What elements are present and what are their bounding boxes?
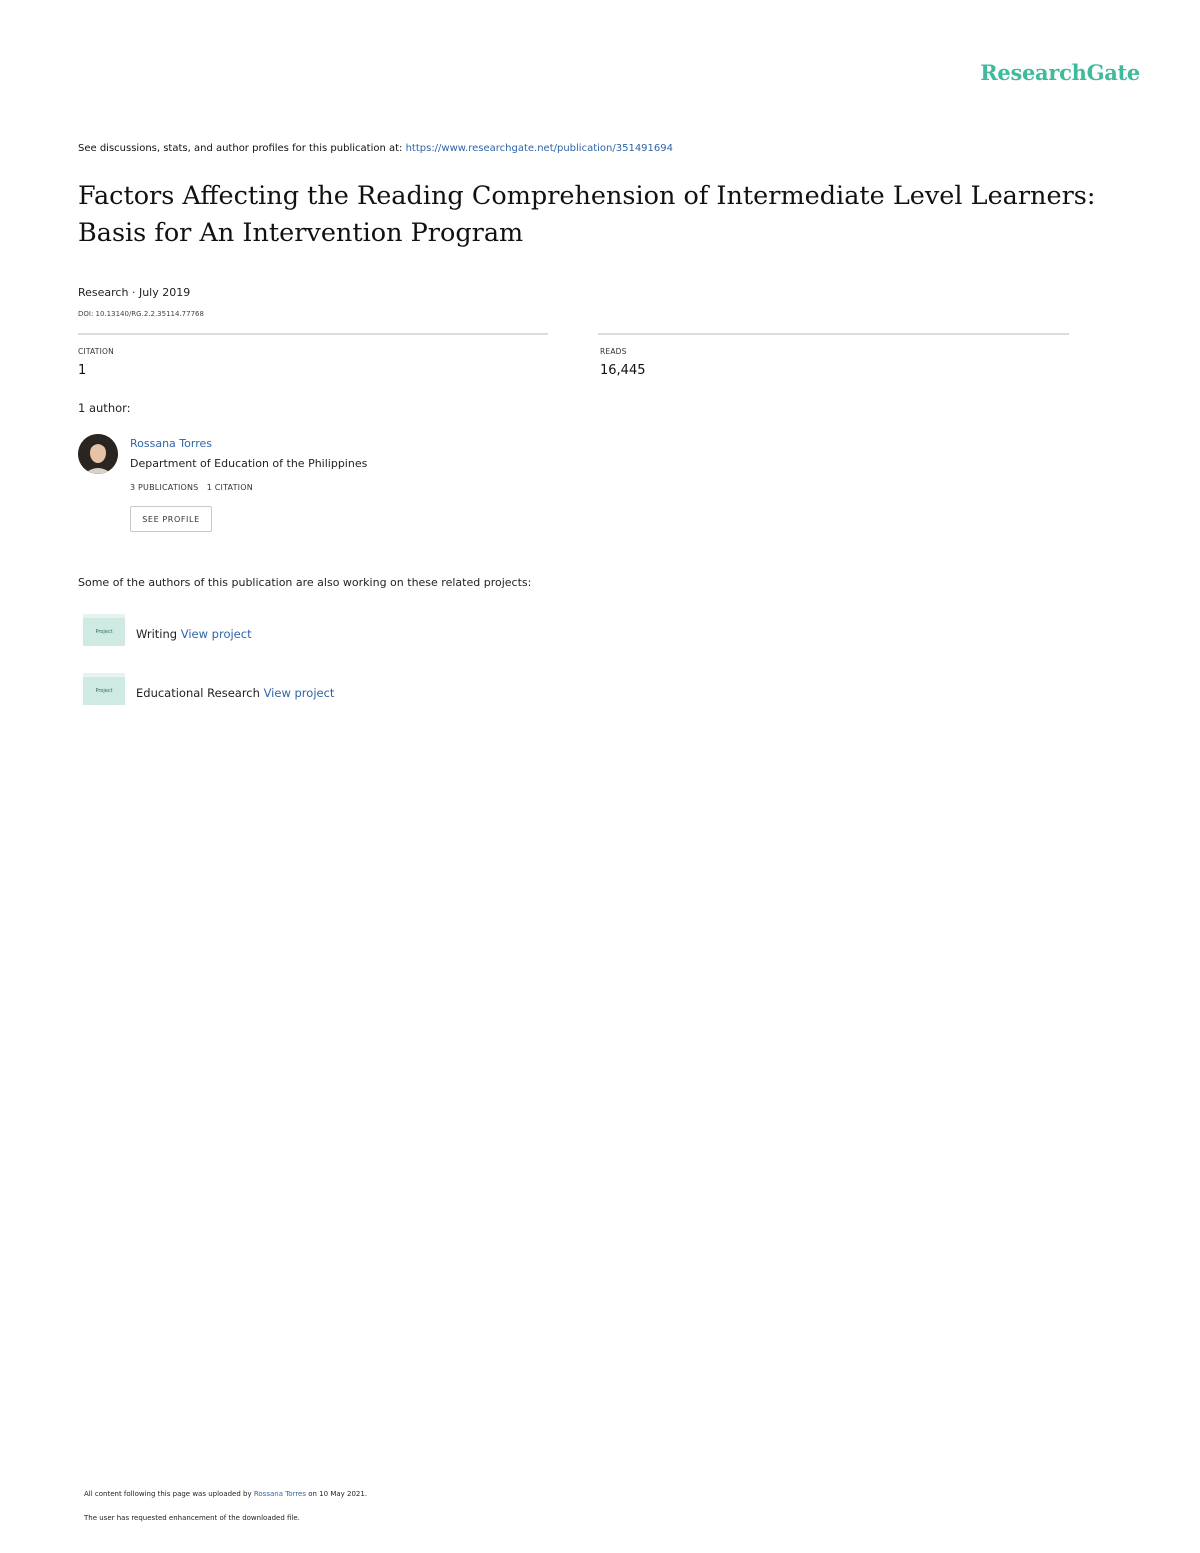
see-profile-button[interactable]: SEE PROFILE bbox=[130, 506, 212, 532]
author-institution: Department of Education of the Philippines bbox=[130, 457, 368, 470]
project-name: Educational Research bbox=[136, 686, 260, 700]
researchgate-logo[interactable]: ResearchGate bbox=[980, 60, 1140, 85]
publication-doi: DOI: 10.13140/RG.2.2.35114.77768 bbox=[78, 310, 204, 318]
title-line-1: Factors Affecting the Reading Comprehension of Intermediate Level Learners: bbox=[78, 181, 1096, 211]
publication-title bbox=[78, 178, 1138, 252]
project-name: Writing bbox=[136, 627, 178, 641]
author-avatar[interactable] bbox=[78, 434, 118, 474]
upload-note bbox=[84, 1490, 367, 1498]
avatar-portrait-icon bbox=[78, 434, 118, 474]
title-line-2: Basis for An Intervention Program bbox=[78, 218, 524, 248]
related-projects-label: Some of the authors of this publication are also working on these related projects: bbox=[78, 576, 532, 589]
reads-count: 16,445 bbox=[600, 363, 646, 378]
uploader-link[interactable]: Rossana Torres bbox=[253, 1490, 307, 1498]
citation-count: 1 bbox=[78, 363, 87, 378]
enhancement-notice: The user has requested enhancement of the downloaded file. bbox=[84, 1514, 300, 1522]
discussion-note bbox=[78, 143, 673, 154]
upload-prefix: All content following this page was uploaded by bbox=[84, 1490, 254, 1498]
project-item-writing bbox=[136, 627, 252, 641]
author-name-link[interactable]: Rossana Torres bbox=[130, 437, 212, 450]
project-item-educational-research bbox=[136, 686, 334, 700]
view-project-link[interactable]: View project bbox=[263, 686, 335, 700]
project-folder-icon: Project bbox=[83, 614, 125, 646]
divider-left bbox=[78, 333, 548, 335]
upload-suffix: on 10 May 2021. bbox=[306, 1490, 368, 1498]
view-project-link[interactable]: View project bbox=[180, 627, 252, 641]
publication-url-link[interactable]: https://www.researchgate.net/publication/351491694 bbox=[405, 143, 673, 154]
citation-label: CITATION bbox=[78, 347, 114, 356]
reads-label: READS bbox=[600, 347, 627, 356]
publication-type-date: Research · July 2019 bbox=[78, 286, 191, 299]
authors-count-label: 1 author: bbox=[78, 401, 131, 415]
project-folder-icon: Project bbox=[83, 673, 125, 705]
divider-right bbox=[598, 333, 1069, 335]
discussion-prefix: See discussions, stats, and author profiles for this publication at: bbox=[78, 143, 406, 154]
author-stats: 3 PUBLICATIONS 1 CITATION bbox=[130, 483, 253, 492]
